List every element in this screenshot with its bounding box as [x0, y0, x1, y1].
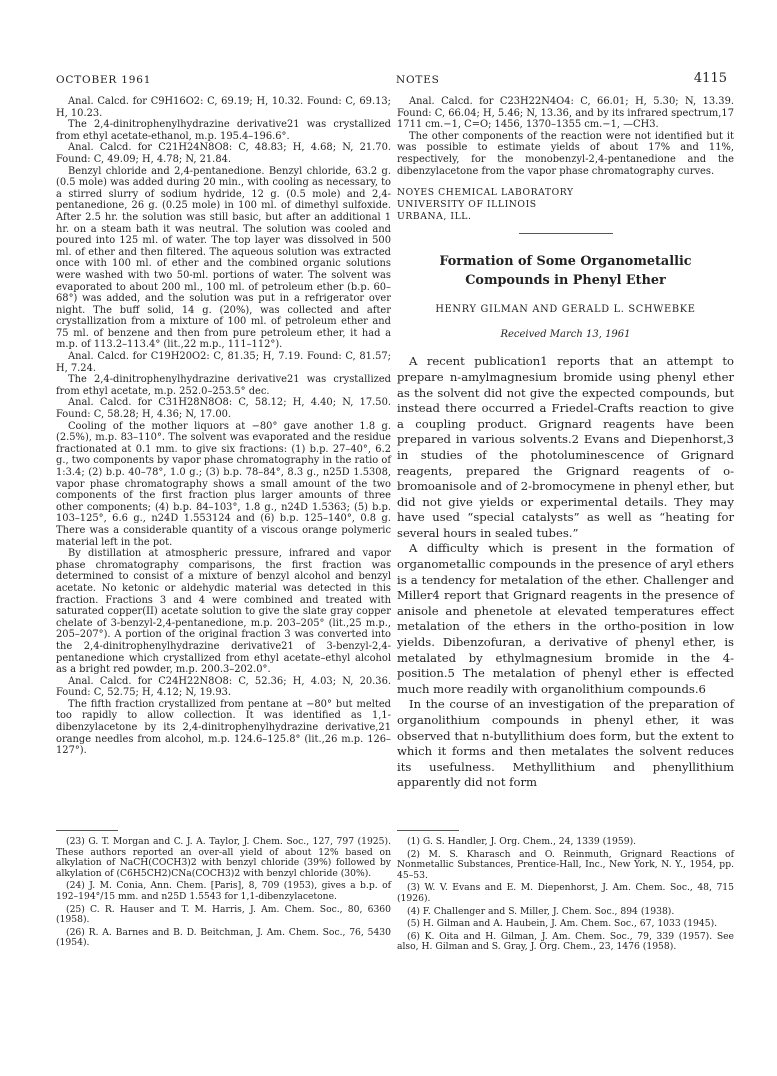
paragraph: The 2,4-dinitrophenylhydrazine derivative21 was crystallized from ethyl acetate-ethanol, m.p. 195.4–196.6°.: [56, 119, 391, 142]
paragraph: Anal. Calcd. for C19H20O2: C, 81.35; H, 7.19. Found: C, 81.57; H, 7.24.: [56, 351, 391, 374]
footnote: (1) G. S. Handler, J. Org. Chem., 24, 1339 (1959).: [407, 836, 637, 847]
paragraph: Anal. Calcd. for C23H22N4O4: C, 66.01; H, 5.30; N, 13.39. Found: C, 66.04; H, 5.46; N, 13.36, and by its infrared spectrum,17 1711 cm.−1, C=O; 1456, 1370–1355 cm.−1, —CH3.: [397, 96, 734, 131]
affiliation-line: URBANA, ILL.: [397, 211, 472, 223]
article-authors: HENRY GILMAN AND GERALD L. SCHWEBKE: [435, 304, 696, 316]
paragraph: Anal. Calcd. for C24H22N8O8: C, 52.36; H, 4.03; N, 20.36. Found: C, 52.75; H, 4.12; N, 19.93.: [56, 675, 391, 699]
paragraph: Cooling of the mother liquors at −80° gave another 1.8 g. (2.5%), m.p. 83–110°. The solvent was evaporated and the residue fractionated at 0.1 mm. to give six fractions: (1) b.p. 27–40°, 6.2 g., two components by vapor phase chromatography in the ratio of 1:3.4; (2) b.p. 40–78°, 1.0 g.; (3) b.p. 78–84°, 8.3 g., n25D 1.5308, vapor phase chromatography shows a small amount of the two components of the first fraction plus larger amounts of three other components; (4) b.p. 84–103°, 1.8 g., n24D 1.5363; (5) b.p. 103–125°, 6.6 g., n24D 1.553124 and (6) b.p. 125–140°, 0.8 g. There was a considerable quantity of a viscous orange polymeric material left in the pot.: [56, 420, 391, 548]
footnote: (4) F. Challenger and S. Miller, J. Chem. Soc., 894 (1938).: [407, 905, 675, 917]
footnote-rule: [56, 830, 118, 831]
footnote: (6) K. Oita and H. Gilman, J. Am. Chem. Soc., 79, 339 (1957). See also, H. Gilman and S. Gray, J. Org. Chem., 23, 1476 (1958).: [397, 930, 734, 953]
paragraph: In the course of an investigation of the preparation of organolithium compounds in phenyl ether, it was observed that n-butyllithium does form, but the extent to which it forms and then metalates the solvent reduces its usefulness. Methyllithium and phenyllithium apparently did not form: [397, 697, 734, 790]
footnote: (25) C. R. Hauser and T. M. Harris, J. Am. Chem. Soc., 80, 6360 (1958).: [56, 903, 391, 926]
received-date: Received March 13, 1961: [500, 328, 631, 340]
footnotes-right: [397, 830, 734, 955]
paragraph: Benzyl chloride and 2,4-pentanedione. Benzyl chloride, 63.2 g. (0.5 mole) was added during 20 min., with cooling as necessary, to a stirred slurry of sodium hydride, 12 g. (0.5 mole) and 2,4-pentanedione, 26 g. (0.25 mole) in 100 ml. of dimethyl sulfoxide. After 2.5 hr. the solution was still basic, but after an additional 1 hr. on a steam bath it was neutral. The solution was cooled and poured into 125 ml. of water. The top layer was dissolved in 500 ml. of ether and then filtered. The aqueous solution was extracted once with 100 ml. of ether and the combined organic solutions were washed with two 50-ml. portions of water. The solvent was evaporated to about 200 ml., 100 ml. of petroleum ether (b.p. 60–68°) was added, and the solution was put in a refrigerator over night. The buff solid, 14 g. (20%), was collected and after crystallization from a mixture of 100 ml. of petroleum ether and 75 ml. of benzene and then from pure petroleum ether, it had a m.p. of 113.2–113.4° (lit.,22 m.p., 111–112°).: [56, 165, 391, 351]
left-column: [56, 96, 391, 757]
page-number: 4115: [693, 71, 727, 86]
affiliation-line: UNIVERSITY OF ILLINOIS: [397, 199, 537, 211]
paragraph: The 2,4-dinitrophenylhydrazine derivative21 was crystallized from ethyl acetate, m.p. 252.0–253.5° dec.: [56, 374, 391, 397]
footnote: (24) J. M. Conia, Ann. Chem. [Paris], 8, 709 (1953), gives a b.p. of 192–194°/15 mm. and n25D 1.5543 for 1,1-dibenzylacetone.: [56, 880, 391, 902]
footnote: (2) M. S. Kharasch and O. Reinmuth, Grignard Reactions of Nonmetallic Substances, Prentice-Hall, Inc., New York, N. Y., 1954, pp. 45–53.: [397, 848, 734, 881]
footnote: (3) W. V. Evans and E. M. Diepenhorst, J. Am. Chem. Soc., 48, 715 (1926).: [397, 882, 734, 904]
paragraph: Anal. Calcd. for C21H24N8O8: C, 48.83; H, 4.68; N, 21.70. Found: C, 49.09; H, 4.78; N, 21.84.: [56, 142, 391, 165]
running-header-section: NOTES: [396, 74, 440, 86]
paragraph: A difficulty which is present in the formation of organometallic compounds in the presence of aryl ethers is a tendency for metalation of the ether. Challenger and Miller4 report that Grignard reagents in the presence of anisole and phenetole at elevated temperatures effect metalation of the ethers in the ortho-position in low yields. Dibenzofuran, a derivative of phenyl ether, is metalated by ethylmagnesium bromide in the 4-position.5 The metalation of phenyl ether is effected much more readily with organolithium compounds.6: [397, 541, 734, 696]
footnote-rule: [397, 830, 459, 831]
footnote: (23) G. T. Morgan and C. J. A. Taylor, J. Chem. Soc., 127, 797 (1925). These authors reported an over-all yield of about 12% based on alkylation of NaCH(COCH3)2 with benzyl chloride (39%) followed by alkylation of (C6H5CH2)CNa(COCH3)2 with benzyl chloride (30%).: [56, 836, 391, 879]
right-column: [397, 96, 734, 791]
section-divider: [519, 233, 613, 234]
running-header-date: OCTOBER 1961: [56, 74, 152, 86]
footnote: (5) H. Gilman and A. Haubein, J. Am. Chem. Soc., 67, 1033 (1945).: [407, 918, 718, 930]
paragraph: By distillation at atmospheric pressure, infrared and vapor phase chromatography comparisons, the first fraction was determined to consist of a mixture of benzyl alcohol and benzyl acetate. No ketonic or aldehydic material was detected in this fraction. Fractions 3 and 4 were combined and treated with saturated copper(II) acetate solution to give the slate gray copper chelate of 3-benzyl-2,4-pentanedione, m.p. 203–205° (lit.,25 m.p., 205–207°). A portion of the original fraction 3 was converted into the 2,4-dinitrophenylhydrazine derivative21 of 3-benzyl-2,4-pentanedione which crystallized from ethyl acetate–ethyl alcohol as a bright red powder, m.p. 200.3–202.0°.: [56, 548, 391, 676]
paragraph: A recent publication1 reports that an attempt to prepare n-amylmagnesium bromide using phenyl ether as the solvent did not give the expected compounds, but instead there occurred a Friedel-Crafts reaction to give a coupling product. Grignard reagents have been prepared in various solvents.2 Evans and Diepenhorst,3 in studies of the photoluminescence of Grignard reagents, prepared the Grignard reagents of o-bromoanisole and of 2-bromocymene in phenyl ether, but did not give yields or experimental details. They may have used “special catalysts” as well as “heating for several hours in sealed tubes.”: [397, 354, 734, 540]
paragraph: The other components of the reaction were not identified but it was possible to estimate yields of about 17% and 11%, respectively, for the monobenzyl-2,4-pentanedione and the dibenzylacetone from the vapor phase chromatography curves.: [397, 130, 734, 177]
paragraph: Anal. Calcd. for C31H28N8O8: C, 58.12; H, 4.40; N, 17.50. Found: C, 58.28; H, 4.36; N, 17.00.: [56, 397, 391, 421]
article-body: [397, 354, 734, 791]
footnotes-left: [56, 830, 391, 951]
paragraph: Anal. Calcd. for C9H16O2: C, 69.19; H, 10.32. Found: C, 69.13; H, 10.23.: [56, 96, 391, 119]
footnote: (26) R. A. Barnes and B. D. Beitchman, J. Am. Chem. Soc., 76, 5430 (1954).: [56, 926, 391, 949]
affiliation-line: NOYES CHEMICAL LABORATORY: [397, 187, 574, 199]
article-title: Formation of Some Organometallic Compounds in Phenyl Ether: [439, 254, 692, 289]
affiliation: [397, 187, 734, 223]
paragraph: The fifth fraction crystallized from pentane at −80° but melted too rapidly to allow collection. It was identified as 1,1-dibenzylacetone by its 2,4-dinitrophenylhydrazine derivative,21 orange needles from alcohol, m.p. 124.6–125.8° (lit.,26 m.p. 126–127°).: [56, 698, 391, 757]
